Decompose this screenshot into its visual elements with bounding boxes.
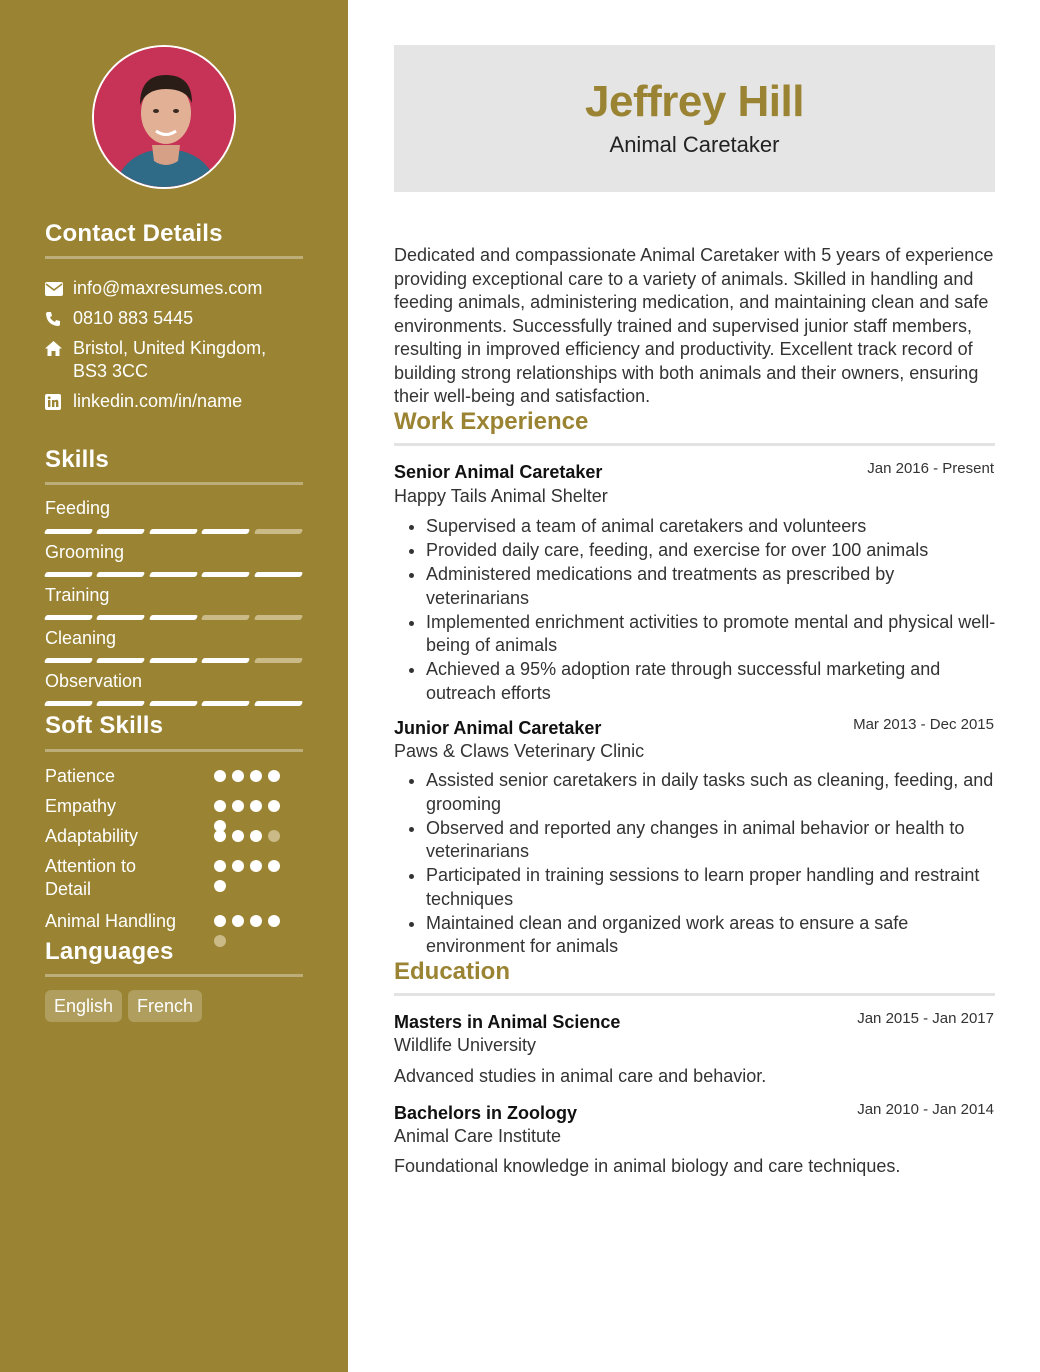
rating-dot [214, 880, 226, 892]
job-bullets [394, 769, 999, 959]
job-dates: Mar 2013 - Dec 2015 [853, 716, 994, 733]
soft-skill-label: Empathy [45, 796, 117, 816]
skill-label: Observation [45, 671, 143, 691]
skills-section-title: Skills [45, 446, 109, 473]
job-dates: Jan 2016 - Present [867, 460, 994, 477]
rating-dot [214, 800, 226, 812]
avatar-illustration [94, 47, 236, 189]
rating-dot [268, 800, 280, 812]
list-item: • Administered medications and treatments as prescribed by veterinarians [426, 563, 999, 610]
header-banner [394, 45, 995, 192]
skill-bar-segment [149, 615, 199, 620]
skill-rating-bar [45, 615, 302, 620]
divider [394, 443, 995, 446]
skill-bar-segment [96, 572, 146, 577]
candidate-name: Jeffrey Hill [585, 77, 804, 126]
skill-label: Training [45, 585, 110, 605]
skill-bar-segment [96, 529, 146, 534]
contact-phone[interactable] [45, 307, 305, 330]
education-dates: Jan 2015 - Jan 2017 [857, 1010, 994, 1027]
rating-dot [214, 860, 226, 872]
rating-dot [232, 830, 244, 842]
skill-bar-segment [149, 572, 199, 577]
job-title: Junior Animal Caretaker [394, 718, 602, 738]
divider [45, 974, 303, 977]
rating-dot [214, 770, 226, 782]
skill-bar-segment [253, 572, 303, 577]
skill-bar-segment [149, 658, 199, 663]
list-item: • Achieved a 95% adoption rate through successful marketing and outreach efforts [426, 658, 999, 705]
skill-bar-segment [201, 658, 251, 663]
education-section-title: Education [394, 958, 511, 985]
rating-dot [214, 935, 226, 947]
list-item: • Participated in training sessions to learn proper handling and restraint techniques [426, 864, 999, 911]
list-item: • Implemented enrichment activities to promote mental and physical well-being of animals [426, 611, 999, 658]
list-item: • Supervised a team of animal caretakers and volunteers [426, 515, 999, 539]
skill-bar-segment [96, 658, 146, 663]
degree-title: Bachelors in Zoology [394, 1103, 578, 1123]
rating-dot [250, 830, 262, 842]
skill-bar-segment [96, 701, 146, 706]
education-description: Advanced studies in animal care and behavior. [394, 1066, 767, 1086]
phone-text: 0810 883 5445 [73, 308, 194, 328]
candidate-role: Animal Caretaker [609, 132, 780, 157]
skill-bar-segment [201, 572, 251, 577]
school-name: Wildlife University [394, 1035, 537, 1055]
skill-bar-segment [149, 701, 199, 706]
email-text: info@maxresumes.com [73, 278, 263, 298]
soft-skill-label: Animal Handling [45, 911, 177, 931]
work-section-title: Work Experience [394, 408, 589, 435]
linkedin-text: linkedin.com/in/name [73, 391, 243, 411]
rating-dot [232, 860, 244, 872]
skill-bar-segment [44, 615, 94, 620]
soft-skills-section-title: Soft Skills [45, 712, 164, 739]
rating-dot [268, 915, 280, 927]
profile-summary: Dedicated and compassionate Animal Caretaker with 5 years of experience providing exceptional care to a variety of animals. Skilled in handling and feeding animals, administering medication, and maintaining clean and safe environments. Successfully trained and supervised junior staff members, resulting in improved efficiency and productivity. Excellent track record of building strong relationships with both animals and their owners, ensuring their well-being and satisfaction. [394, 245, 994, 406]
skill-bar-segment [201, 529, 251, 534]
divider [45, 482, 303, 485]
contact-linkedin[interactable] [45, 390, 305, 413]
skill-rating-bar [45, 658, 302, 663]
rating-dot [214, 915, 226, 927]
skill-bar-segment [201, 615, 251, 620]
envelope-icon [45, 277, 73, 300]
skill-label: Grooming [45, 542, 125, 562]
skill-bar-segment [44, 529, 94, 534]
skill-bar-segment [253, 615, 303, 620]
skill-bar-segment [44, 701, 94, 706]
rating-dot [232, 915, 244, 927]
rating-dot [250, 800, 262, 812]
soft-skill-label: Adaptability [45, 826, 139, 846]
languages-section-title: Languages [45, 938, 174, 965]
school-name: Animal Care Institute [394, 1126, 562, 1146]
soft-skill-rating [214, 830, 288, 842]
education-dates: Jan 2010 - Jan 2014 [857, 1101, 994, 1118]
address-text: Bristol, United Kingdom, BS3 3CC [73, 338, 267, 381]
phone-icon [45, 307, 73, 330]
profile-photo [92, 45, 236, 189]
divider [45, 749, 303, 752]
job-title: Senior Animal Caretaker [394, 462, 603, 482]
soft-skill-rating [214, 770, 288, 782]
rating-dot [250, 860, 262, 872]
soft-skill-label: Patience [45, 766, 116, 786]
rating-dot [250, 915, 262, 927]
soft-skill-rating [214, 860, 288, 892]
sidebar [0, 0, 348, 1372]
language-tag: English [45, 990, 122, 1022]
contact-email[interactable] [45, 277, 305, 300]
divider [45, 256, 303, 259]
degree-title: Masters in Animal Science [394, 1012, 621, 1032]
job-bullets [394, 515, 999, 706]
home-icon [45, 337, 73, 360]
skill-bar-segment [96, 615, 146, 620]
divider [394, 993, 995, 996]
list-item: • Assisted senior caretakers in daily tasks such as cleaning, feeding, and grooming [426, 769, 999, 816]
job-organization: Paws & Claws Veterinary Clinic [394, 741, 645, 761]
skill-rating-bar [45, 572, 302, 577]
job-organization: Happy Tails Animal Shelter [394, 486, 608, 506]
skill-bar-segment [253, 658, 303, 663]
list-item: • Maintained clean and organized work areas to ensure a safe environment for animals [426, 912, 999, 959]
skill-bar-segment [253, 529, 303, 534]
contact-section-title: Contact Details [45, 220, 223, 247]
rating-dot [268, 860, 280, 872]
list-item: • Provided daily care, feeding, and exercise for over 100 animals [426, 539, 999, 563]
rating-dot [268, 830, 280, 842]
list-item: • Observed and reported any changes in animal behavior or health to veterinarians [426, 817, 999, 864]
skill-label: Feeding [45, 498, 111, 518]
skill-rating-bar [45, 529, 302, 534]
skill-bar-segment [44, 658, 94, 663]
skill-bar-segment [253, 701, 303, 706]
rating-dot [214, 830, 226, 842]
soft-skill-rating [214, 915, 288, 947]
contact-address [45, 337, 305, 383]
skill-bar-segment [149, 529, 199, 534]
rating-dot [250, 770, 262, 782]
skill-label: Cleaning [45, 628, 117, 648]
rating-dot [232, 770, 244, 782]
soft-skill-label: Attention to Detail [45, 856, 137, 899]
rating-dot [232, 800, 244, 812]
skill-bar-segment [201, 701, 251, 706]
soft-skill-rating [214, 800, 288, 832]
education-description: Foundational knowledge in animal biology and care techniques. [394, 1156, 901, 1176]
linkedin-icon [45, 390, 73, 413]
skill-bar-segment [44, 572, 94, 577]
language-tag: French [128, 990, 202, 1022]
rating-dot [268, 770, 280, 782]
skill-rating-bar [45, 701, 302, 706]
